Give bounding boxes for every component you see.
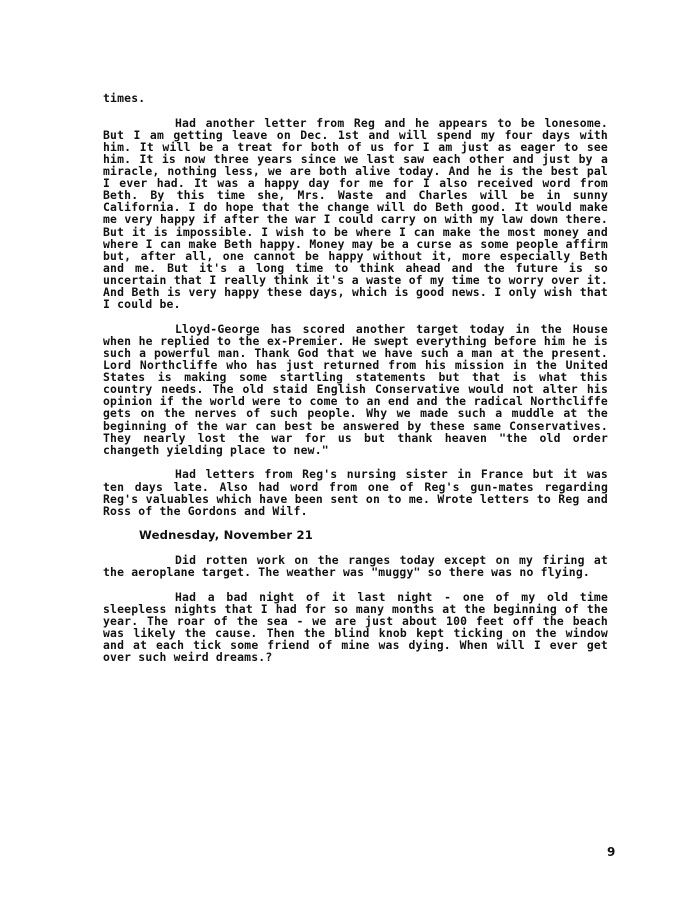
document-body <box>103 92 608 676</box>
paragraph-letters-france: Had letters from Reg's nursing sister in France but it was ten days late. Also had word from one of Reg's gun-mates regarding Reg's valuables which have been sent on to me. Wrote letters to Reg and Ross of the Gordons and Wilf. <box>103 467 608 518</box>
opening-line: times. <box>103 91 146 105</box>
paragraph-lloyd-george: Lloyd-George has scored another target today in the House when he replied to the ex-Premier. He swept everything before him he is such a powerful man. Thank God that we have such a man at the present. Lord Northcliffe who has just returned from his mission in the United States is making some startling statements but that is what this country needs. The old staid English Conservative would not alter his opinion if the world were to come to an end and the radical Northcliffe gets on the nerves of such people. Why we made such a muddle at the beginning of the war can best be answered by these same Conservatives. They nearly lost the war for us but thank heaven "the old order changeth yielding place to new." <box>103 321 608 457</box>
paragraph-ranges: Did rotten work on the ranges today except on my firing at the aeroplane target. The weather was "muggy" so there was no flying. <box>103 553 608 580</box>
page-number: 9 <box>607 845 616 859</box>
paragraph-bad-night: Had a bad night of it last night - one of my old time sleepless nights that I had for so many months at the beginning of the year. The roar of the sea - we are just about 100 feet off the beach was likely the cause. Then the blind knob kept ticking on the window and at each tick some friend of mine was dying. When will I ever get over such weird dreams.? <box>103 589 608 665</box>
paragraph-reg-letter: Had another letter from Reg and he appears to be lonesome. But I am getting leave on Dec. 1st and will spend my four days with him. It will be a treat for both of us for I am just as eager to see him. It is now three years since we last saw each other and just by a miracle, nothing less, we are both alive today. And he is the best pal I ever had. It was a happy day for me for I also received word from Beth. By this time she, Mrs. Waste and Charles will be in sunny California. I do hope that the change will do Beth good. It would make me very happy if after the war I could carry on with my law down there. But it is impossible. I wish to be where I can make the most money and where I can make Beth happy. Money may be a curse as some people affirm but, after all, one cannot be happy without it, more especially Beth and me. But it's a long time to think ahead and the future is so uncertain that I really think it's a waste of my time to worry over it. And Beth is very happy these days, which is good news. I only wish that I could be. <box>103 115 608 312</box>
date-heading: Wednesday, November 21 <box>139 528 314 543</box>
